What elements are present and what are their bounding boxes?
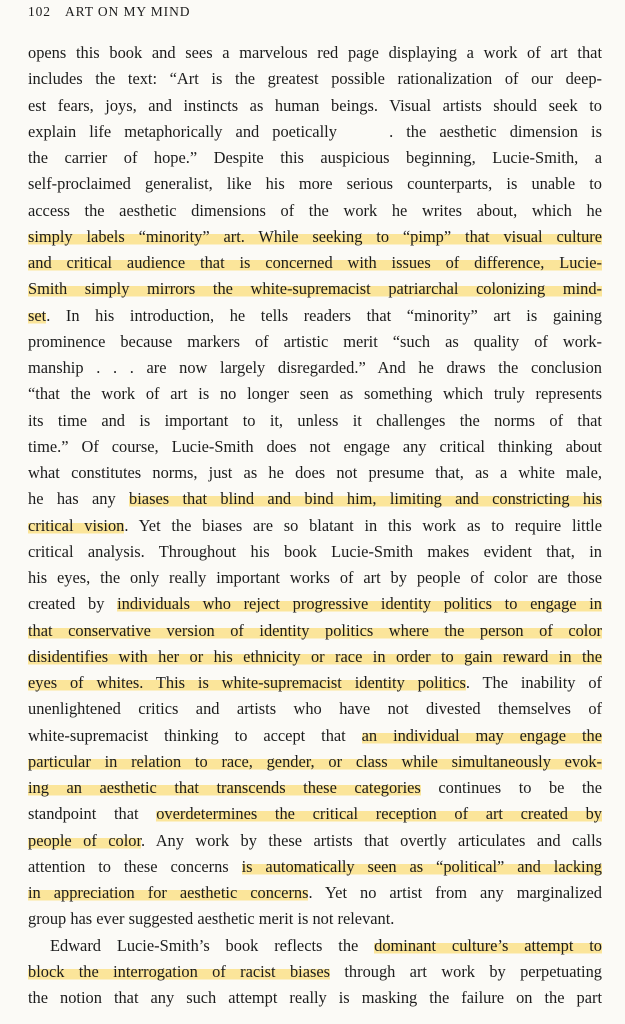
- text-line: [28, 539, 602, 565]
- running-title: ART ON MY MIND: [64, 4, 191, 19]
- text-line: [28, 276, 602, 302]
- text-line: [28, 906, 602, 932]
- text-line: [28, 644, 602, 670]
- page-number: 102: [28, 4, 51, 19]
- text-line: [28, 460, 602, 486]
- text-segment: est fears, joys, and instincts as human beings. Visual artists should seek to: [28, 95, 602, 115]
- text-segment: continues to be the: [420, 778, 602, 797]
- text-segment: self-proclaimed generalist, like his more serious counterparts, is unable to: [28, 174, 602, 194]
- text-line: [28, 303, 602, 329]
- text-segment: through art work by perpetuating: [330, 961, 602, 981]
- text-segment: includes the text: “Art is the greatest possible rationalization of our deep-: [28, 69, 602, 89]
- text-segment: attention to these concerns: [28, 856, 242, 876]
- text-line: [28, 408, 602, 434]
- text-line: [28, 119, 602, 145]
- text-segment: opens this book and sees a marvelous red page displaying a work of art that: [28, 43, 602, 62]
- text-segment: his eyes, the only really important works of art by people of color are those: [28, 568, 602, 587]
- text-line: [28, 171, 602, 197]
- text-segment: critical analysis. Throughout his book Lucie-Smith makes evident that, in: [28, 541, 602, 561]
- text-segment: . In his introduction, he tells readers that “minority” art is gaining: [46, 305, 602, 325]
- text-line: [28, 381, 602, 407]
- text-line: [28, 775, 602, 801]
- text-line: [28, 198, 602, 224]
- highlighted-text: Smith simply mirrors the white-supremacist patriarchal colonizing mind-: [28, 279, 602, 299]
- highlighted-text: set: [28, 305, 47, 325]
- text-segment: he has any: [28, 489, 130, 509]
- highlighted-text: block the interrogation of racist biases: [28, 961, 331, 981]
- highlighted-text: disidentifies with her or his ethnicity or race in order to gain reward in the: [28, 646, 602, 666]
- text-segment: time.” Of course, Lucie-Smith does not engage any critical thinking about: [28, 436, 602, 456]
- text-line: [28, 854, 602, 880]
- highlighted-text: particular in relation to race, gender, or class while simultaneously evok-: [28, 751, 602, 771]
- text-line: [28, 828, 602, 854]
- text-segment: what constitutes norms, just as he does not presume that, as a white male,: [28, 463, 602, 482]
- text-segment: unenlightened critics and artists who have not divested themselves of: [28, 699, 602, 719]
- text-line: [28, 591, 602, 617]
- highlighted-text: dominant culture’s attempt to: [374, 935, 602, 955]
- highlighted-text: individuals who reject progressive identity politics to engage in: [117, 594, 602, 614]
- highlighted-text: overdetermines the critical reception of art created by: [156, 804, 602, 824]
- text-line: [28, 723, 602, 749]
- text-line: [28, 670, 602, 696]
- text-segment: “that the work of art is no longer seen as something which truly represents: [28, 384, 602, 404]
- highlighted-text: is automatically seen as “political” and lacking: [241, 856, 603, 876]
- text-segment: explain life metaphorically and poetically . the aesthetic dimension is: [28, 121, 602, 141]
- text-line: [28, 618, 602, 644]
- text-segment: white-supremacist thinking to accept that: [28, 725, 362, 745]
- highlighted-text: in appreciation for aesthetic concerns: [28, 883, 309, 902]
- highlighted-text: that conservative version of identity politics where the person of color: [28, 620, 602, 640]
- text-segment: its time and is important to it, unless it challenges the norms of that: [28, 410, 602, 430]
- highlighted-text: simply labels “minority” art. While seeking to “pimp” that visual culture: [28, 226, 602, 246]
- text-segment: group has ever suggested aesthetic merit is not relevant.: [28, 909, 395, 929]
- text-segment: manship . . . are now largely disregarded.” And he draws the conclusion: [28, 358, 602, 377]
- highlighted-text: an individual may engage the: [361, 725, 602, 745]
- text-line: [28, 933, 602, 959]
- body-text: [28, 40, 602, 1011]
- highlighted-text: biases that blind and bind him, limiting and constricting his: [129, 489, 603, 509]
- text-line: [28, 801, 602, 827]
- page-header: [28, 4, 190, 20]
- highlighted-text: eyes of whites. This is white-supremacist identity politics: [28, 673, 466, 692]
- text-segment: prominence because markers of artistic merit “such as quality of work-: [28, 331, 602, 351]
- highlighted-text: critical vision: [28, 515, 125, 535]
- text-segment: standpoint that: [28, 804, 157, 824]
- text-line: [28, 250, 602, 276]
- text-segment: . Yet no artist from any marginalized: [308, 883, 602, 902]
- text-line: [28, 355, 602, 381]
- highlighted-text: and critical audience that is concerned with issues of difference, Lucie-: [28, 253, 602, 272]
- text-line: [28, 93, 602, 119]
- text-segment: created by: [28, 594, 118, 614]
- text-line: [28, 40, 602, 66]
- text-line: [28, 486, 602, 512]
- text-line: [28, 880, 602, 906]
- text-line: [28, 565, 602, 591]
- text-segment: . The inability of: [465, 673, 602, 692]
- text-line: [28, 513, 602, 539]
- highlighted-text: ing an aesthetic that transcends these categories: [28, 778, 421, 797]
- text-segment: . Any work by these artists that overtly articulates and calls: [141, 830, 603, 850]
- text-line: [28, 66, 602, 92]
- text-line: [28, 224, 602, 250]
- text-line: [28, 434, 602, 460]
- text-segment: access the aesthetic dimensions of the work he writes about, which he: [28, 200, 602, 220]
- text-segment: . Yet the biases are so blatant in this work as to require little: [124, 515, 602, 535]
- text-line: [28, 696, 602, 722]
- text-line: [28, 145, 602, 171]
- text-segment: the carrier of hope.” Despite this auspicious beginning, Lucie-Smith, a: [28, 148, 602, 167]
- text-line: [28, 959, 602, 985]
- highlighted-text: people of color: [28, 830, 142, 850]
- text-segment: Edward Lucie-Smith’s book reflects the: [50, 935, 375, 955]
- text-line: [28, 985, 602, 1011]
- text-line: [28, 329, 602, 355]
- text-segment: the notion that any such attempt really is masking the failure on the part: [28, 988, 602, 1007]
- text-line: [28, 749, 602, 775]
